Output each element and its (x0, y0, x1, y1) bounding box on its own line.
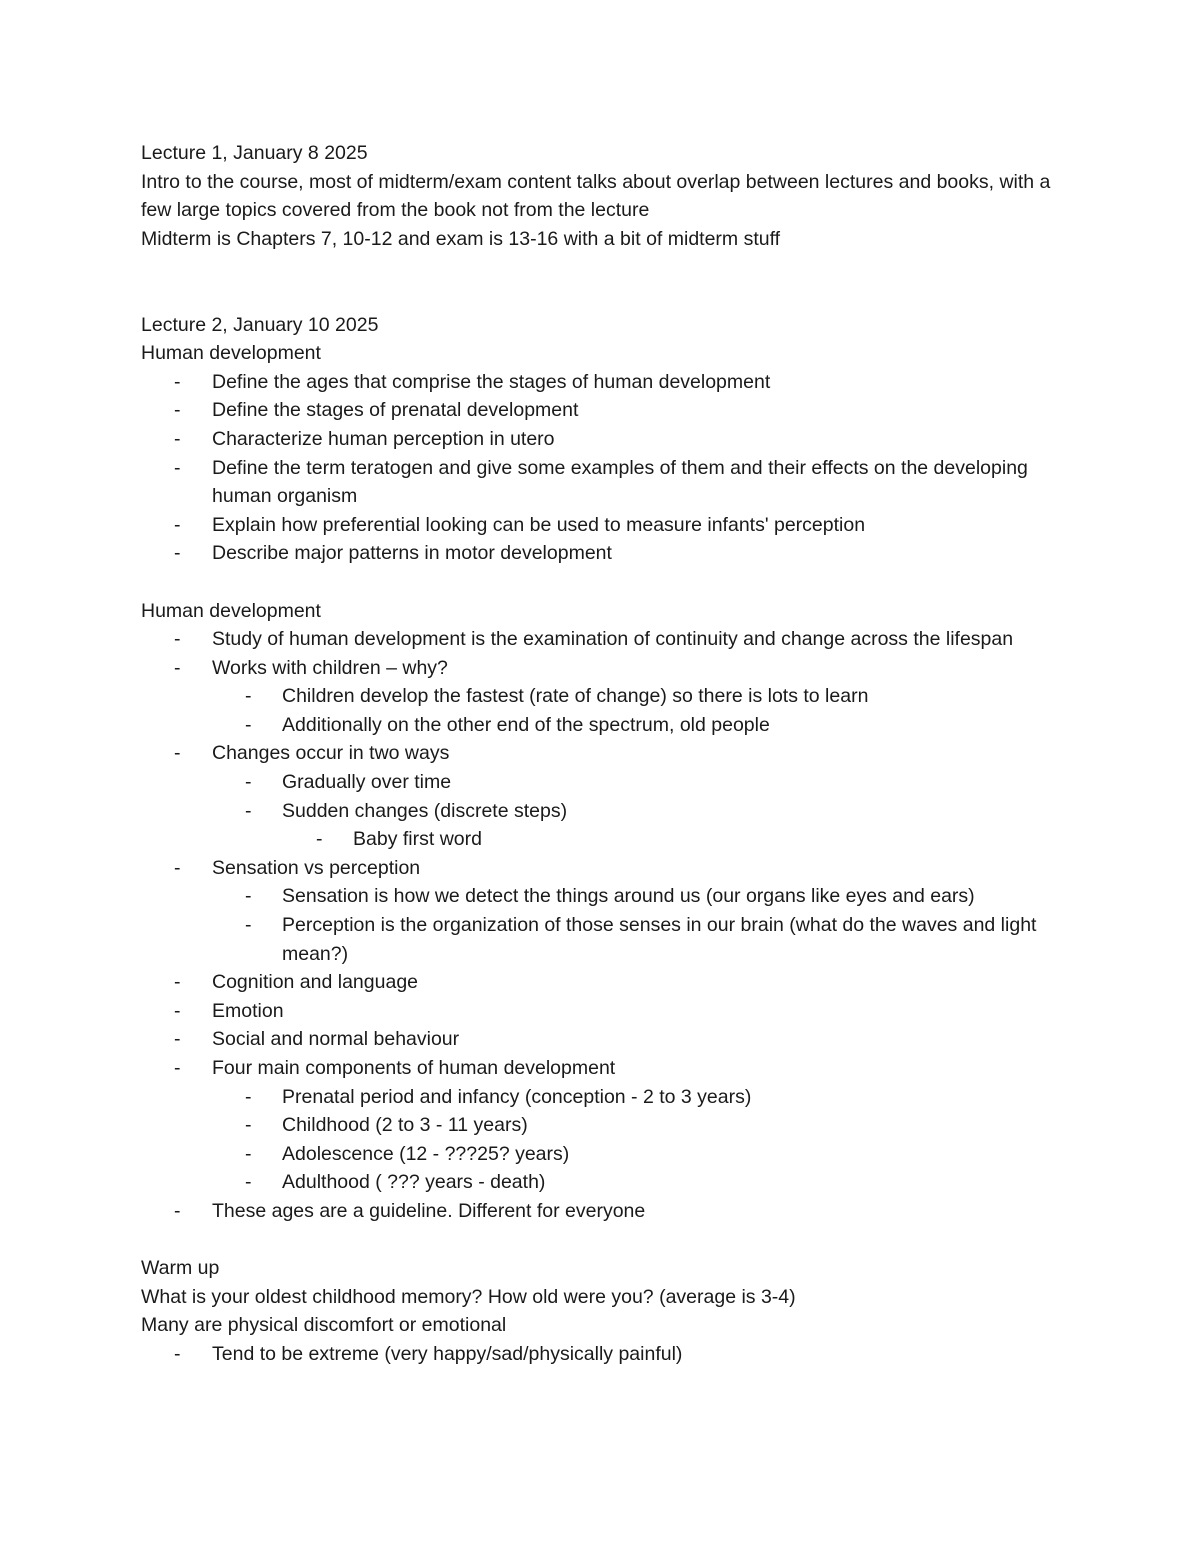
list-item: - Gradually over time (141, 768, 1081, 797)
bullet-dash: - (245, 1171, 252, 1194)
bullet-dash: - (174, 542, 181, 565)
bullet-dash: - (174, 456, 181, 479)
bullet-dash: - (174, 1028, 181, 1051)
list-item: - Baby first word (141, 825, 1081, 854)
bullet-dash: - (245, 1085, 252, 1108)
list-item: - Characterize human perception in utero (141, 425, 1081, 454)
bullet-dash: - (174, 1342, 181, 1365)
bullet-dash: - (245, 685, 252, 708)
bullet-dash: - (245, 771, 252, 794)
list-item: - Sudden changes (discrete steps) (141, 797, 1081, 826)
objectives-title: Human development (141, 342, 321, 365)
list-item: - Sensation is how we detect the things around us (our organs like eyes and ears) (141, 882, 1081, 911)
bullet-dash: - (174, 399, 181, 422)
spacer (141, 568, 1081, 597)
notes-title: Human development (141, 599, 321, 622)
bullet-dash: - (174, 513, 181, 536)
list-item: - Study of human development is the examination of continuity and change across the lifespan (141, 625, 1081, 654)
list-item: - Social and normal behaviour (141, 1025, 1081, 1054)
bullet-dash: - (174, 856, 181, 879)
list-item: - Define the term teratogen and give some examples of them and their effects on the developing human organism (141, 454, 1081, 511)
bullet-dash: - (245, 799, 252, 822)
list-item: - Describe major patterns in motor development (141, 539, 1081, 568)
list-item: - Four main components of human development (141, 1054, 1081, 1083)
bullet-dash: - (174, 656, 181, 679)
list-item: - Children develop the fastest (rate of change) so there is lots to learn (141, 682, 1081, 711)
bullet-dash: - (174, 370, 181, 393)
list-item: - Define the ages that comprise the stages of human development (141, 368, 1081, 397)
bullet-dash: - (245, 713, 252, 736)
list-item: - Cognition and language (141, 968, 1081, 997)
list-item: - Childhood (2 to 3 - 11 years) (141, 1111, 1081, 1140)
bullet-dash: - (174, 427, 181, 450)
bullet-dash: - (245, 1114, 252, 1137)
bullet-dash: - (174, 628, 181, 651)
lecture-1-heading: Lecture 1, January 8 2025 (141, 142, 368, 164)
list-item: - Tend to be extreme (very happy/sad/physically painful) (141, 1340, 1081, 1369)
list-item: - Define the stages of prenatal development (141, 396, 1081, 425)
list-item: - Additionally on the other end of the spectrum, old people (141, 711, 1081, 740)
list-item: - These ages are a guideline. Different for everyone (141, 1197, 1081, 1226)
list-item: - Changes occur in two ways (141, 739, 1081, 768)
bullet-dash: - (245, 885, 252, 908)
spacer (141, 253, 1081, 310)
list-item: - Explain how preferential looking can be used to measure infants' perception (141, 511, 1081, 540)
list-item: - Emotion (141, 997, 1081, 1026)
list-item: - Prenatal period and infancy (conception - 2 to 3 years) (141, 1083, 1081, 1112)
bullet-dash: - (316, 828, 323, 851)
warmup-observation: Many are physical discomfort or emotional (141, 1314, 507, 1337)
bullet-dash: - (174, 999, 181, 1022)
warmup-question: What is your oldest childhood memory? How old were you? (average is 3-4) (141, 1285, 796, 1308)
bullet-dash: - (174, 1057, 181, 1079)
lecture-1-midterm-note: Midterm is Chapters 7, 10-12 and exam is 13-16 with a bit of midterm stuff (141, 227, 781, 250)
list-item: - Sensation vs perception (141, 854, 1081, 883)
list-item: - Works with children – why? (141, 654, 1081, 683)
warmup-title: Warm up (141, 1257, 220, 1280)
lecture-2-heading: Lecture 2, January 10 2025 (141, 313, 379, 336)
bullet-dash: - (174, 742, 181, 765)
list-item: - Adulthood ( ??? years - death) (141, 1168, 1081, 1197)
bullet-dash: - (245, 1142, 252, 1165)
bullet-dash: - (174, 1199, 181, 1222)
document-body (141, 139, 1081, 1369)
lecture-1-intro: Intro to the course, most of midterm/exam content talks about overlap between lectures and books, with a few large topics covered from the book not from the lecture (141, 170, 1051, 222)
spacer (141, 1226, 1081, 1255)
bullet-dash: - (245, 914, 252, 937)
bullet-dash: - (174, 971, 181, 994)
list-item: - Adolescence (12 - ???25? years) (141, 1140, 1081, 1169)
list-item: - Perception is the organization of those senses in our brain (what do the waves and light mean?) (141, 911, 1081, 968)
